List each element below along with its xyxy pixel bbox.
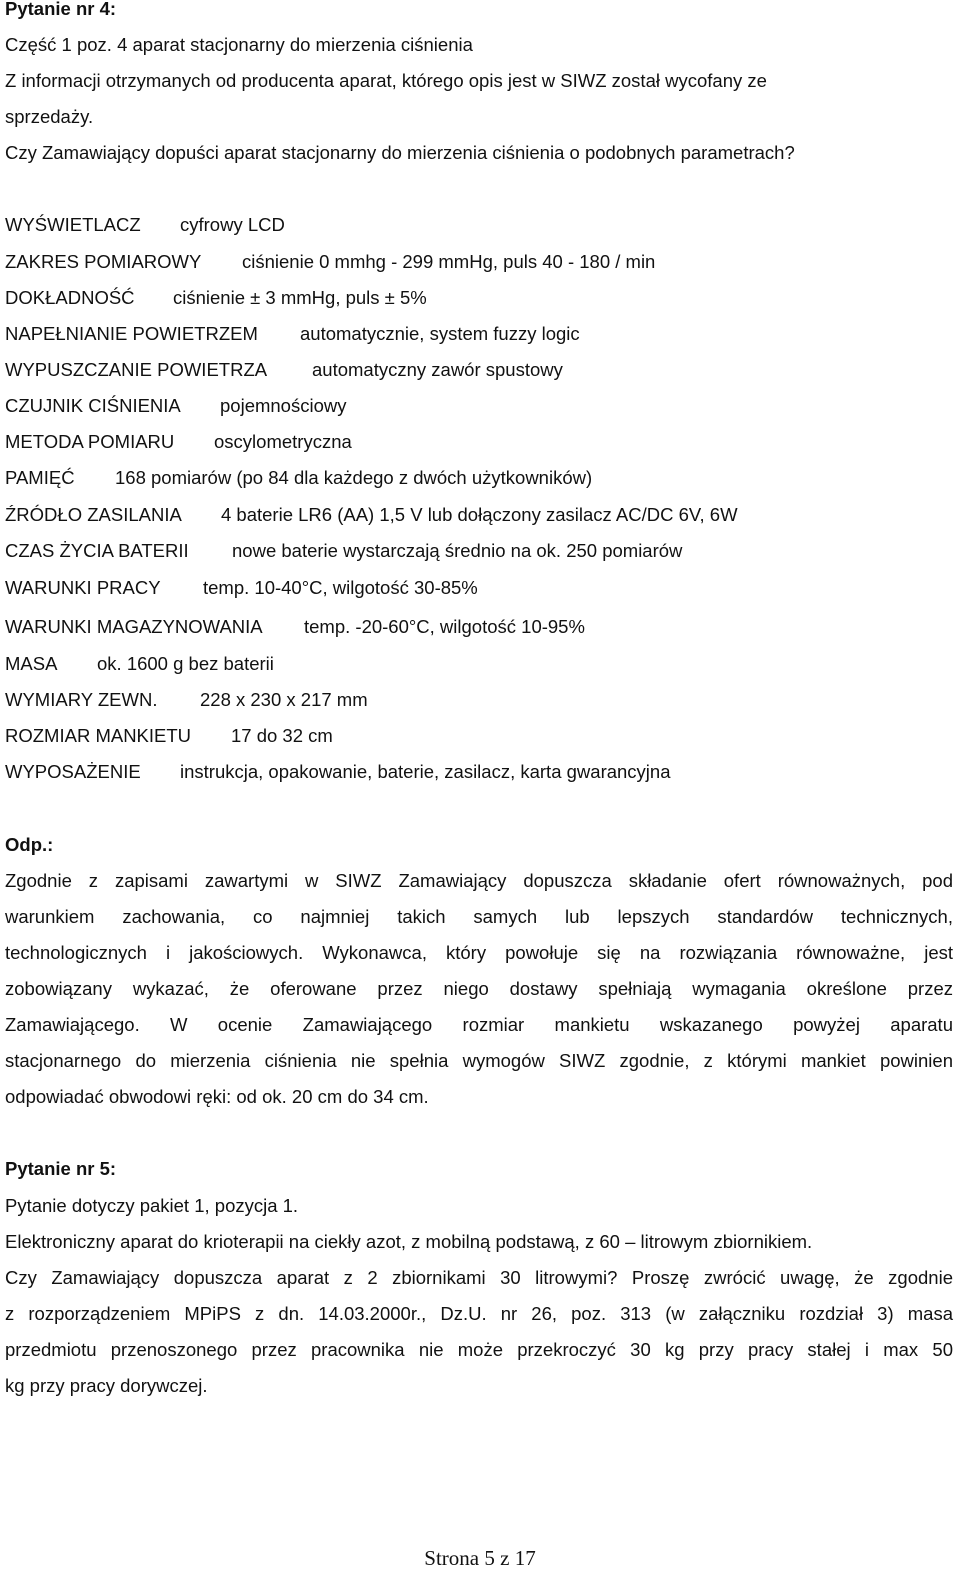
question-5-line — [5, 1338, 953, 1362]
answer-4-line — [5, 941, 953, 965]
spec-key: WYMIARY ZEWN. — [5, 689, 158, 710]
spec-key: WYPOSAŻENIE — [5, 761, 141, 782]
spec-row-cuff-size — [5, 724, 333, 748]
question-5-line — [5, 1302, 953, 1326]
page-footer: Strona 5 z 17 — [424, 1546, 536, 1570]
spec-row-power — [5, 503, 738, 527]
answer-4-line: odpowiadać obwodowi ręki: od ok. 20 cm do 34 cm. — [5, 1086, 429, 1107]
spec-row-operating-conditions — [5, 576, 478, 600]
question-5-line-text: z rozporządzeniem MPiPS z dn. 14.03.2000r., Dz.U. nr 26, poz. 313 (w załączniku rozdział 3) masa — [5, 1303, 953, 1324]
question-4-line: Z informacji otrzymanych od producenta aparat, którego opis jest w SIWZ został wycofany ze — [5, 70, 767, 91]
answer-4-line-text: Zamawiającego. W ocenie Zamawiającego rozmiar mankietu wskazanego powyżej aparatu — [5, 1014, 953, 1035]
spec-key: ROZMIAR MANKIETU — [5, 725, 192, 746]
spec-key: NAPEŁNIANIE POWIETRZEM — [5, 323, 258, 344]
spec-value: instrukcja, opakowanie, baterie, zasilacz, karta gwarancyjna — [180, 761, 671, 782]
spec-key: DOKŁADNOŚĆ — [5, 287, 135, 308]
answer-4-line-text: stacjonarnego do mierzenia ciśnienia nie spełnia wymogów SIWZ zgodnie, z którymi mankiet powinien — [5, 1050, 953, 1071]
answer-4-line — [5, 905, 953, 929]
question-5-line — [5, 1266, 953, 1290]
question-5-heading: Pytanie nr 5: — [5, 1158, 117, 1179]
spec-key: ŹRÓDŁO ZASILANIA — [5, 504, 182, 525]
answer-4-line-text: Zgodnie z zapisami zawartymi w SIWZ Zamawiający dopuszcza składanie ofert równoważnych, pod — [5, 870, 953, 891]
spec-row-equipment — [5, 760, 671, 784]
answer-4-line-text: warunkiem zachowania, co najmniej takich samych lub lepszych standardów technicznych, — [5, 906, 953, 927]
spec-row-method — [5, 430, 352, 454]
spec-row-battery-life — [5, 539, 682, 563]
spec-value: automatycznie, system fuzzy logic — [300, 323, 580, 344]
spec-key: WARUNKI PRACY — [5, 577, 161, 598]
answer-4-line — [5, 977, 953, 1001]
question-4-line: Czy Zamawiający dopuści aparat stacjonarny do mierzenia ciśnienia o podobnych parametrach? — [5, 142, 795, 163]
spec-key: WARUNKI MAGAZYNOWANIA — [5, 616, 263, 637]
spec-value: 17 do 32 cm — [231, 725, 333, 746]
spec-row-mass — [5, 652, 274, 676]
question-4-heading: Pytanie nr 4: — [5, 0, 117, 19]
spec-row-display — [5, 213, 285, 237]
spec-key: CZUJNIK CIŚNIENIA — [5, 395, 181, 416]
spec-key: WYPUSZCZANIE POWIETRZA — [5, 359, 268, 380]
spec-value: ciśnienie ± 3 mmHg, puls ± 5% — [173, 287, 427, 308]
spec-value: nowe baterie wystarczają średnio na ok. 250 pomiarów — [232, 540, 683, 561]
spec-value: 4 baterie LR6 (AA) 1,5 V lub dołączony zasilacz AC/DC 6V, 6W — [221, 504, 738, 525]
question-4-line: Część 1 poz. 4 aparat stacjonarny do mierzenia ciśnienia — [5, 34, 473, 55]
spec-value: pojemnościowy — [220, 395, 347, 416]
spec-row-accuracy — [5, 286, 427, 310]
spec-row-deflation — [5, 358, 563, 382]
answer-4-line-text: zobowiązany wykazać, że oferowane przez niego dostawy spełniają wymagania określone przez — [5, 978, 953, 999]
spec-value: 228 x 230 x 217 mm — [200, 689, 368, 710]
spec-value: cyfrowy LCD — [180, 214, 285, 235]
spec-key: MASA — [5, 653, 58, 674]
spec-key: CZAS ŻYCIA BATERII — [5, 540, 189, 561]
question-5-line: Pytanie dotyczy pakiet 1, pozycja 1. — [5, 1195, 299, 1216]
spec-key: ZAKRES POMIAROWY — [5, 251, 202, 272]
spec-key: PAMIĘĆ — [5, 467, 75, 488]
question-5-line: kg przy pracy dorywczej. — [5, 1375, 208, 1396]
spec-value: ciśnienie 0 mmhg - 299 mmHg, puls 40 - 180 / min — [242, 251, 656, 272]
answer-4-heading: Odp.: — [5, 834, 54, 855]
spec-value: 168 pomiarów (po 84 dla każdego z dwóch użytkowników) — [115, 467, 593, 488]
spec-value: ok. 1600 g bez baterii — [97, 653, 274, 674]
spec-value: temp. 10-40°C, wilgotość 30-85% — [203, 577, 478, 598]
spec-row-dimensions — [5, 688, 368, 712]
spec-value: oscylometryczna — [214, 431, 352, 452]
spec-row-memory — [5, 466, 592, 490]
spec-value: temp. -20-60°C, wilgotość 10-95% — [304, 616, 585, 637]
answer-4-line — [5, 869, 953, 893]
question-5-line-text: Czy Zamawiający dopuszcza aparat z 2 zbiornikami 30 litrowymi? Proszę zwrócić uwagę, że zgodnie — [5, 1267, 953, 1288]
question-5-line: Elektroniczny aparat do krioterapii na ciekły azot, z mobilną podstawą, z 60 – litrowym zbiornikiem. — [5, 1231, 813, 1252]
spec-key: METODA POMIARU — [5, 431, 175, 452]
spec-row-sensor — [5, 394, 346, 418]
answer-4-line-text: technologicznych i jakościowych. Wykonawca, który powołuje się na rozwiązania równoważne, jest — [5, 942, 953, 963]
question-5-line-text: przedmiotu przenoszonego przez pracownika nie może przekroczyć 30 kg przy pracy stałej i max 50 — [5, 1339, 953, 1360]
spec-value: automatyczny zawór spustowy — [312, 359, 563, 380]
spec-row-range — [5, 250, 655, 274]
answer-4-line — [5, 1049, 953, 1073]
answer-4-line — [5, 1013, 953, 1037]
spec-row-inflation — [5, 322, 580, 346]
question-4-line: sprzedaży. — [5, 106, 94, 127]
spec-key: WYŚWIETLACZ — [5, 214, 141, 235]
spec-row-storage-conditions — [5, 615, 585, 639]
